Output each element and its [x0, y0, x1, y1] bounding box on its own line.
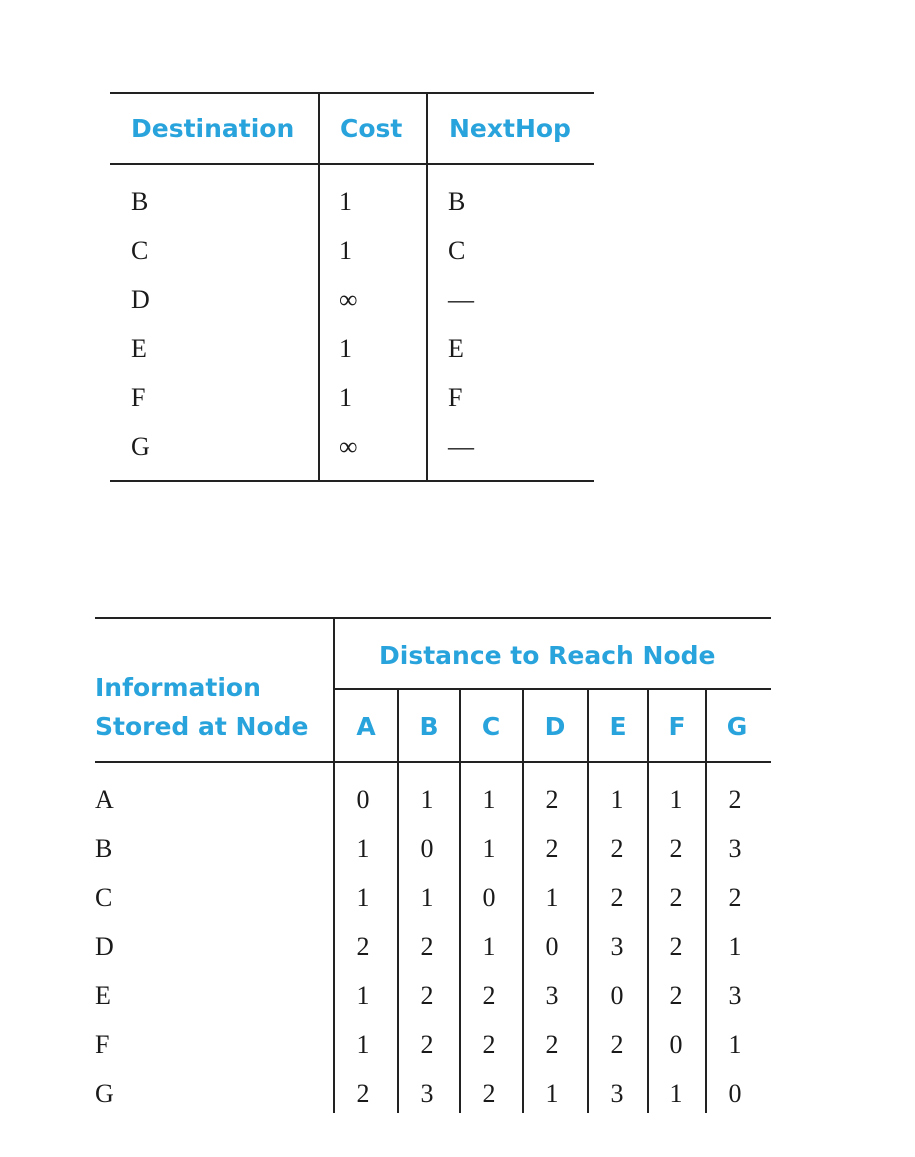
- table1-nexthop-cell: F: [448, 383, 463, 412]
- table2-distance-cell: 3: [728, 981, 742, 1010]
- table2-distance-cell: 1: [482, 785, 496, 814]
- table2-col-header-c: C: [481, 712, 501, 741]
- table2-distance-cell: 3: [545, 981, 559, 1010]
- table2-distance-cell: 2: [545, 785, 559, 814]
- table2-top-rule: [95, 617, 771, 619]
- table2-distance-cell: 2: [728, 785, 742, 814]
- table1-destination-cell: F: [131, 383, 146, 412]
- table2-distance-cell: 1: [728, 932, 742, 961]
- table1-destination-cell: E: [131, 334, 147, 363]
- table2-distance-cell: 3: [610, 1079, 624, 1108]
- table1-header-rule: [110, 163, 594, 165]
- table2-header-rule: [95, 761, 771, 763]
- table2-row-header-line1: Information: [95, 673, 261, 702]
- table2-distance-cell: 0: [482, 883, 496, 912]
- table2-distance-cell: 2: [610, 834, 624, 863]
- table1-header-cost: Cost: [340, 114, 403, 143]
- table2-distance-cell: 2: [482, 1030, 496, 1059]
- table1-destination-cell: D: [131, 285, 150, 314]
- table1-nexthop-cell: —: [448, 285, 474, 314]
- table1-top-rule: [110, 92, 594, 94]
- table2-distance-cell: 1: [545, 1079, 559, 1108]
- table1-destination-cell: C: [131, 236, 149, 265]
- table2-col-header-f: F: [668, 712, 686, 741]
- table2-distance-cell: 2: [669, 981, 683, 1010]
- table1-header-destination: Destination: [131, 114, 295, 143]
- table1-cost-cell: 1: [339, 383, 352, 412]
- table2-distance-cell: 2: [728, 883, 742, 912]
- table2-distance-cell: 1: [669, 1079, 683, 1108]
- table2-distance-cell: 1: [482, 834, 496, 863]
- table2-node-label: D: [95, 932, 114, 961]
- table2-distance-cell: 2: [545, 1030, 559, 1059]
- table2-col-header-g: G: [726, 712, 748, 741]
- table2-distance-cell: 1: [356, 834, 370, 863]
- table1-cost-cell: 1: [339, 187, 352, 216]
- table1-nexthop-cell: B: [448, 187, 466, 216]
- table2-distance-cell: 1: [728, 1030, 742, 1059]
- table2-distance-cell: 0: [669, 1030, 683, 1059]
- table2-distance-cell: 2: [356, 1079, 370, 1108]
- table2-distance-cell: 2: [420, 981, 434, 1010]
- table2-distance-cell: 1: [420, 883, 434, 912]
- table1-nexthop-cell: E: [448, 334, 464, 363]
- table2-distance-cell: 1: [482, 932, 496, 961]
- table2-distance-cell: 2: [356, 932, 370, 961]
- table2-distance-cell: 0: [420, 834, 434, 863]
- table2-distance-cell: 3: [420, 1079, 434, 1108]
- table2-distance-cell: 0: [356, 785, 370, 814]
- table2-distance-cell: 1: [356, 981, 370, 1010]
- table2-distance-cell: 1: [545, 883, 559, 912]
- table2-row-header-line2: Stored at Node: [95, 712, 309, 741]
- table1-cost-cell: 1: [339, 236, 352, 265]
- table2-distance-cell: 1: [356, 1030, 370, 1059]
- table1-destination-cell: B: [131, 187, 149, 216]
- table2-distance-cell: 0: [545, 932, 559, 961]
- table1-cost-cell: ∞: [339, 285, 358, 314]
- table2-node-label: B: [95, 834, 113, 863]
- table1-col-divider-1: [318, 92, 320, 482]
- table1-cost-cell: ∞: [339, 432, 358, 461]
- table2-group-header: Distance to Reach Node: [379, 641, 716, 670]
- table2-col-header-d: D: [544, 712, 566, 741]
- table2-distance-cell: 3: [610, 932, 624, 961]
- table2-distance-cell: 0: [728, 1079, 742, 1108]
- table2-node-label: A: [95, 785, 114, 814]
- table2-col-header-e: E: [609, 712, 627, 741]
- table2-distance-cell: 2: [545, 834, 559, 863]
- table2-node-label: C: [95, 883, 113, 912]
- table2-distance-cell: 2: [420, 932, 434, 961]
- table1-nexthop-cell: —: [448, 432, 474, 461]
- table2-distance-cell: 3: [728, 834, 742, 863]
- table2-col-header-a: A: [356, 712, 376, 741]
- table2-node-label: F: [95, 1030, 110, 1059]
- table2-distance-cell: 2: [482, 1079, 496, 1108]
- table2-node-label: E: [95, 981, 111, 1010]
- table2-distance-cell: 2: [610, 883, 624, 912]
- table2-distance-cell: 1: [669, 785, 683, 814]
- table2-col-header-b: B: [419, 712, 439, 741]
- table1-col-divider-2: [426, 92, 428, 482]
- table1-bottom-rule: [110, 480, 594, 482]
- table1-cost-cell: 1: [339, 334, 352, 363]
- table2-distance-cell: 1: [420, 785, 434, 814]
- table1-destination-cell: G: [131, 432, 150, 461]
- table2-distance-cell: 2: [669, 932, 683, 961]
- table2-distance-cell: 2: [482, 981, 496, 1010]
- table2-distance-cell: 1: [356, 883, 370, 912]
- table1-nexthop-cell: C: [448, 236, 466, 265]
- table2-distance-cell: 2: [610, 1030, 624, 1059]
- table2-distance-cell: 2: [669, 834, 683, 863]
- table2-distance-cell: 1: [610, 785, 624, 814]
- table2-distance-cell: 2: [420, 1030, 434, 1059]
- table1-header-nexthop: NextHop: [449, 114, 571, 143]
- table2-distance-cell: 2: [669, 883, 683, 912]
- table2-distance-cell: 0: [610, 981, 624, 1010]
- table2-node-label: G: [95, 1079, 114, 1108]
